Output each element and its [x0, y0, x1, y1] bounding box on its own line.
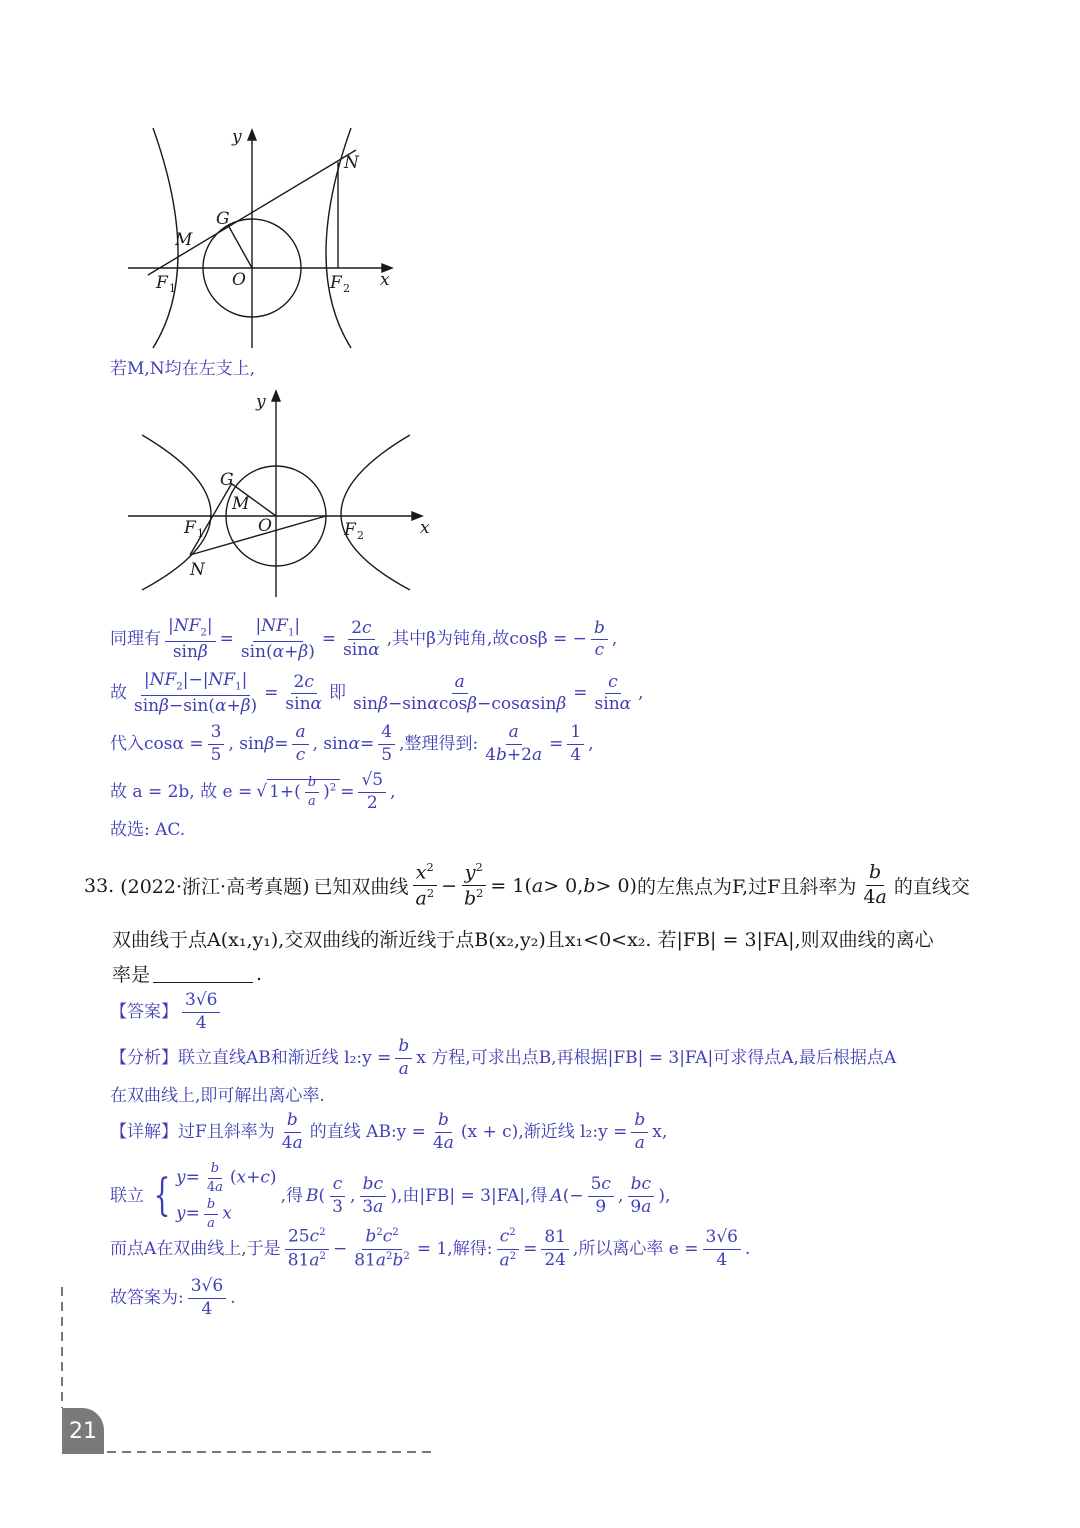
- case-left-branch-text: 若M,N均在左支上,: [110, 359, 256, 379]
- fig1-label-N: N: [344, 153, 359, 173]
- fig1-label-F2: F: [330, 273, 342, 293]
- solution-line-2: 故 $\frac{|NF_2|-|NF_1|}{\sin\beta-\sin(\alpha+\beta)}$ = $\frac{2c}{\sin\alpha}$ 即 $\frac{a}{\sin\beta-\sin\alpha\cos\beta-\cos\alpha\sin\beta}$ = $\frac{c}{\sin\alpha}$ ,: [110, 670, 644, 717]
- fig2-label-O: O: [258, 516, 272, 536]
- solution-line-1: 同理有 $\frac{|NF_2|}{\sin\beta}$ = $\frac{|NF_1|}{\sin(\alpha+\beta)}$ = $\frac{2c}{\sin\alpha}$ ,其中β为钝角,故cosβ = − $\frac{b}{c}$ ,: [110, 616, 618, 663]
- fig1-label-M: M: [175, 230, 193, 250]
- problem-33-line-1: 33. (2022·浙江·高考真题) 已知双曲线 $\frac{x^2}{a^2}$ − $\frac{y^2}{b^2}$ = 1( a > 0, b > 0) 的左焦点为F,过F且斜率为 $\frac{b}{4a}$ 的直线交: [84, 860, 970, 910]
- problem-33-line-3: 率是 .: [112, 962, 263, 986]
- fig1-label-O: O: [232, 270, 246, 290]
- detail-line-1: 【详解】 过F且斜率为 $\frac{b}{4a}$ 的直线 AB:y = $\frac{b}{4a}$ (x + c),渐近线 l₂:y = $\frac{b}{a}$ x,: [110, 1110, 668, 1153]
- fig1-label-y: y: [232, 127, 242, 147]
- detail-final: 故答案为: $\frac{3√6}{4}$ .: [110, 1276, 236, 1319]
- answer-blank[interactable]: [153, 964, 253, 983]
- fig2-label-N: N: [190, 560, 205, 580]
- analysis-line-1: 【分析】 联立直线AB和渐近线 l₂:y = $\frac{b}{a}$ x 方程,可求出点B,再根据|FB| = 3|FA|可求得点A,最后根据点A: [110, 1036, 897, 1079]
- svg-text:1: 1: [169, 282, 176, 295]
- page-number: 21: [62, 1408, 104, 1454]
- fig1-label-F1: F: [156, 273, 168, 293]
- page-corner-dashes: [55, 1285, 445, 1460]
- solution-line-4: 故 a = 2b, 故 e = √ 1+( $\frac{b}{a}$ )$^2$ = $\frac{√5}{2}$ ,: [110, 770, 396, 813]
- analysis-label: 【分析】: [110, 1047, 178, 1068]
- detail-line-3: 而点A在双曲线上,于是 $\frac{25c^2}{81a^2}$ − $\frac{b^2c^2}{81a^2b^2}$ = 1,解得: $\frac{c^2}{a^2}$ = $\frac{81}{24}$ ,所以离心率 e = $\frac{3√6}{4}$ .: [110, 1226, 751, 1271]
- solution-line-3: 代入cosα = $\frac{3}{5}$ , sin β = $\frac{a}{c}$ , sin α = $\frac{4}{5}$ , 整理得到: $\frac{a}{4b+2a}$ = $\frac{1}{4}$ ,: [110, 722, 594, 765]
- detail-label: 【详解】: [110, 1121, 178, 1142]
- fig1-label-G: G: [216, 209, 230, 229]
- answer-label: 【答案】: [110, 1001, 178, 1022]
- figure-hyperbola-both-branches: [120, 120, 410, 355]
- svg-text:2: 2: [357, 529, 364, 542]
- solution-line-5: 故选: AC.: [110, 820, 186, 840]
- analysis-line-2: 在双曲线上,即可解出离心率.: [110, 1086, 325, 1106]
- fig2-label-y: y: [256, 392, 266, 412]
- detail-line-2: 联立 { y= $\frac{b}{4a}$ (x+c) y= $\frac{b}{a}$ x ,得 B ( $\frac{c}{3}$ , $\frac{bc}{3a}$ ) ,由|FB| = 3|FA|,得 A (− $\frac{5c}{9}$ , $\frac{bc}{9a}$ ),: [110, 1161, 671, 1231]
- svg-text:2: 2: [343, 282, 350, 295]
- fig2-label-F2: F: [344, 520, 356, 540]
- fig1-label-x: x: [380, 270, 390, 290]
- answer-line: 【答案】 $\frac{3√6}{4}$: [110, 992, 224, 1033]
- problem-33-line-2: 双曲线于点A(x₁,y₁),交双曲线的渐近线于点B(x₂,y₂)且x₁<0<x₂. 若|FB| = 3|FA|,则双曲线的离心: [112, 929, 934, 951]
- problem-number: 33.: [84, 874, 115, 897]
- fig2-label-x: x: [420, 518, 430, 538]
- fig2-label-F1: F: [184, 518, 196, 538]
- fig2-label-G: G: [220, 470, 234, 490]
- fig2-label-M: M: [232, 494, 250, 514]
- problem-source: (2022·浙江·高考真题): [120, 876, 310, 899]
- svg-text:1: 1: [197, 527, 204, 540]
- figure-hyperbola-left-branch: [120, 385, 440, 605]
